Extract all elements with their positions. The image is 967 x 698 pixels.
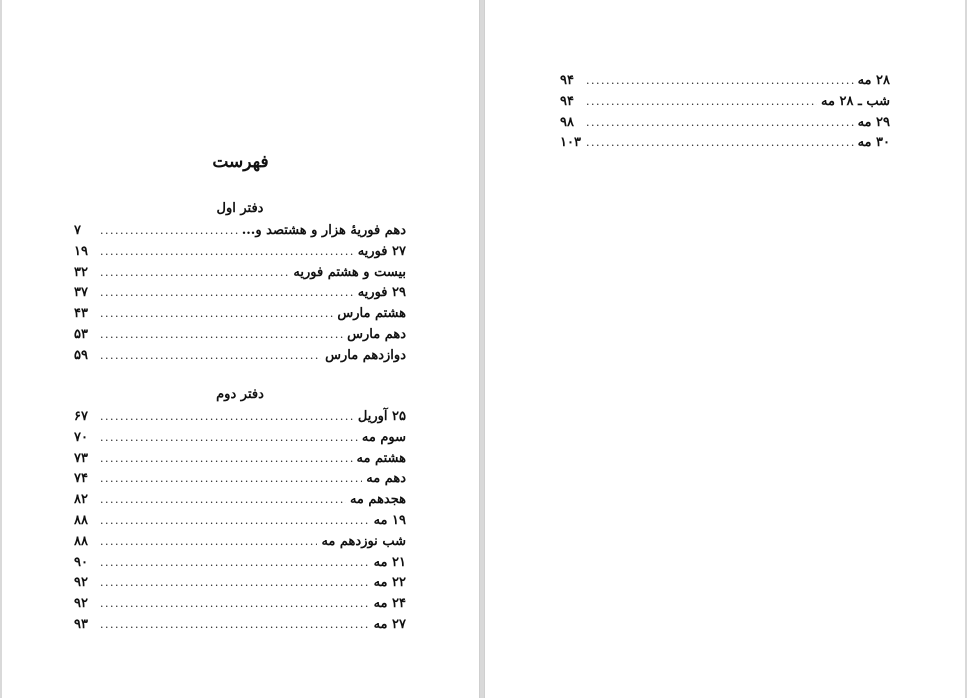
dot-leader [100,407,354,428]
toc-entry [74,553,406,574]
toc-entry [74,449,406,470]
entry-title: ۱۹ مه [373,512,406,528]
dot-leader [100,511,370,532]
entry-title: ۲۱ مه [373,554,406,570]
entry-title: هجدهم مه [349,492,406,508]
toc-entry-list [74,407,406,636]
toc-entry [560,133,890,154]
toc-section-continued [560,71,890,154]
toc-entry [74,490,406,511]
entry-title: ۲۴ مه [373,596,406,612]
toc-entry [74,511,406,532]
entry-title: ۲۵ آوریل [357,409,406,424]
dot-leader [100,449,353,470]
dot-leader [100,490,346,511]
entry-page-number: ۹۳ [74,616,88,632]
entry-page-number: ۹۸ [560,114,574,130]
dot-leader [586,113,854,134]
toc-entry [560,92,890,113]
entry-title: ۲۹ فوریه [357,285,406,301]
entry-title: ۲۹ مه [857,114,890,130]
entry-page-number: ۷۳ [74,450,88,466]
dot-leader [100,573,370,594]
dot-leader [586,71,854,92]
entry-title: ۳۰ مه [857,135,890,151]
entry-page-number: ۹۲ [74,596,88,612]
dot-leader [100,615,370,636]
toc-entry [74,573,406,594]
toc-title: فهرست [212,152,269,172]
entry-title: دوازدهم مارس [325,347,406,363]
toc-entry [74,304,406,325]
entry-page-number: ۴۳ [74,306,88,322]
entry-page-number: ۹۰ [74,554,88,570]
entry-title: ۲۷ فوریه [357,243,406,259]
entry-page-number: ۱۰۳ [560,135,581,151]
dot-leader [100,346,321,367]
dot-leader [100,594,370,615]
entry-page-number: ۷ [74,223,81,238]
entry-title: دهم مارس [347,326,406,342]
toc-entry [560,71,890,92]
entry-page-number: ۷۰ [74,429,88,445]
toc-entry-list [560,71,890,154]
entry-page-number: ۳۷ [74,285,88,301]
dot-leader [100,553,370,574]
toc-entry [74,532,406,553]
entry-page-number: ۸۸ [74,533,88,549]
entry-page-number: ۵۹ [74,347,88,363]
entry-title: دهم فوریهٔ هزار و هشتصد و... [241,223,406,238]
entry-title: سوم مه [361,429,406,445]
dot-leader [100,304,333,325]
toc-entry [560,113,890,134]
toc-entry [74,263,406,284]
right-page [484,0,965,698]
toc-entry [74,283,406,304]
entry-title: هشتم مارس [337,306,406,322]
entry-page-number: ۹۲ [74,575,88,591]
toc-entry [74,469,406,490]
toc-entry [74,428,406,449]
entry-page-number: ۸۸ [74,512,88,528]
entry-title: دهم مه [366,471,406,487]
section-heading: دفتر دوم [216,387,264,402]
left-page [2,0,480,698]
toc-entry-list [74,221,406,367]
entry-title: شب نوزدهم مه [321,533,406,549]
entry-title: ۲۸ مه [857,73,890,88]
dot-leader [100,532,317,553]
dot-leader [100,221,238,242]
dot-leader [100,283,354,304]
toc-entry [74,242,406,263]
entry-title: شب ـ ۲۸ مه [821,93,890,109]
toc-entry [74,325,406,346]
toc-section-book-two [74,385,406,636]
toc-entry [74,346,406,367]
entry-page-number: ۵۳ [74,326,88,342]
dot-leader [586,133,854,154]
toc-section-book-one [74,199,406,367]
entry-page-number: ۷۴ [74,471,88,487]
entry-page-number: ۹۴ [560,73,574,88]
entry-page-number: ۶۷ [74,409,88,424]
dot-leader [100,428,358,449]
toc-entry [74,407,406,428]
dot-leader [586,92,817,113]
section-heading: دفتر اول [216,201,264,216]
toc-entry [74,594,406,615]
dot-leader [100,242,354,263]
entry-title: هشتم مه [356,450,406,466]
dot-leader [100,325,343,346]
entry-page-number: ۸۲ [74,492,88,508]
entry-title: بیست و هشتم فوریه [293,264,406,280]
entry-title: ۲۷ مه [373,616,406,632]
toc-entry [74,221,406,242]
entry-title: ۲۲ مه [373,575,406,591]
entry-page-number: ۳۲ [74,264,88,280]
toc-entry [74,615,406,636]
dot-leader [100,263,289,284]
dot-leader [100,469,362,490]
entry-page-number: ۱۹ [74,243,88,259]
entry-page-number: ۹۴ [560,93,574,109]
